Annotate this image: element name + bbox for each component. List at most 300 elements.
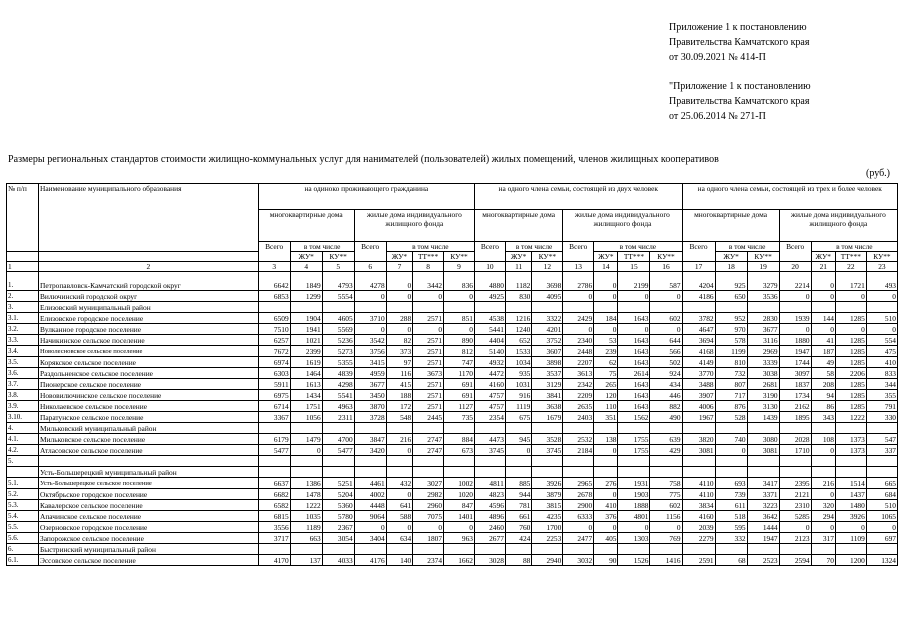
value-cell: 952 — [715, 313, 747, 324]
column-number: 13 — [563, 262, 594, 272]
value-cell: 3367 — [258, 412, 290, 423]
value-cell — [594, 544, 618, 555]
value-cell — [444, 544, 475, 555]
column-number: 14 — [594, 262, 618, 272]
value-cell: 0 — [618, 324, 650, 335]
value-cell — [322, 456, 354, 467]
value-cell: 2523 — [747, 555, 779, 566]
value-cell — [618, 456, 650, 467]
value-cell — [563, 302, 594, 313]
value-cell: 882 — [650, 401, 682, 412]
value-cell: 1373 — [835, 434, 866, 445]
municipality-name: Елизовский муниципальный район — [39, 302, 259, 313]
value-cell: 2279 — [682, 533, 715, 544]
value-cell — [474, 467, 505, 478]
value-cell — [779, 544, 811, 555]
value-cell — [258, 423, 290, 434]
value-cell: 1285 — [835, 401, 866, 412]
value-cell: 2960 — [413, 500, 444, 511]
value-cell: 3028 — [474, 555, 505, 566]
value-cell — [618, 302, 650, 313]
value-cell: 2028 — [779, 434, 811, 445]
column-number: 21 — [811, 262, 835, 272]
value-cell: 0 — [811, 522, 835, 533]
value-cell: 510 — [866, 500, 897, 511]
municipality-name: Мильковский муниципальный район — [39, 423, 259, 434]
value-cell: 1020 — [444, 489, 475, 500]
row-number: 3. — [7, 302, 39, 313]
value-cell: 1182 — [505, 272, 531, 291]
value-cell: 3841 — [532, 390, 563, 401]
header-line: "Приложение 1 к постановлению — [669, 81, 811, 92]
value-cell: 0 — [811, 489, 835, 500]
value-cell: 2207 — [563, 357, 594, 368]
value-cell: 410 — [594, 500, 618, 511]
header-zhu: ЖУ* — [715, 252, 747, 262]
value-cell — [290, 467, 322, 478]
value-cell — [505, 302, 531, 313]
value-cell: 75 — [594, 368, 618, 379]
value-cell: 2571 — [413, 401, 444, 412]
header-total: Всего — [563, 242, 594, 262]
value-cell: 0 — [413, 522, 444, 533]
municipality-name: Усть-Большерецкое сельское поселение — [39, 478, 259, 489]
value-cell: 1947 — [779, 346, 811, 357]
value-cell: 49 — [811, 357, 835, 368]
row-number: 2. — [7, 291, 39, 302]
value-cell: 4932 — [474, 357, 505, 368]
value-cell: 1416 — [650, 555, 682, 566]
value-cell: 4170 — [258, 555, 290, 566]
value-cell: 735 — [444, 412, 475, 423]
value-cell: 652 — [505, 335, 531, 346]
value-cell: 110 — [594, 401, 618, 412]
column-number: 9 — [444, 262, 475, 272]
value-cell: 693 — [715, 478, 747, 489]
table-row — [7, 272, 898, 291]
value-cell — [258, 302, 290, 313]
row-number: 3.8. — [7, 390, 39, 401]
value-cell — [474, 456, 505, 467]
value-cell: 2477 — [563, 533, 594, 544]
value-cell: 3907 — [682, 390, 715, 401]
row-number: 5.2. — [7, 489, 39, 500]
value-cell: 3556 — [258, 522, 290, 533]
value-cell: 1904 — [290, 313, 322, 324]
value-cell: 3417 — [747, 478, 779, 489]
value-cell — [779, 456, 811, 467]
value-cell — [354, 302, 386, 313]
value-cell: 432 — [386, 478, 412, 489]
header-apartments: многоквартирные дома — [682, 210, 779, 242]
value-cell: 944 — [505, 489, 531, 500]
value-cell: 4006 — [682, 401, 715, 412]
value-cell: 41 — [811, 335, 835, 346]
municipality-name — [39, 456, 259, 467]
row-number: 3.2. — [7, 324, 39, 335]
municipality-name: Атласовское сельское поселение — [39, 445, 259, 456]
header-apartments: многоквартирные дома — [474, 210, 562, 242]
value-cell: 1700 — [532, 522, 563, 533]
value-cell: 518 — [715, 511, 747, 522]
value-cell: 2039 — [682, 522, 715, 533]
header-incl: в том числе — [811, 242, 897, 252]
value-cell: 6714 — [258, 401, 290, 412]
value-cell: 3080 — [747, 434, 779, 445]
header-ku: КУ** — [866, 252, 897, 262]
value-cell: 2310 — [779, 500, 811, 511]
value-cell: 1643 — [618, 313, 650, 324]
value-cell: 4149 — [682, 357, 715, 368]
value-cell: 1444 — [747, 522, 779, 533]
value-cell: 53 — [594, 335, 618, 346]
value-cell: 3613 — [563, 368, 594, 379]
value-cell: 1880 — [779, 335, 811, 346]
value-cell: 916 — [505, 390, 531, 401]
municipality-name: Петропавловск-Камчатский городской округ — [39, 272, 259, 291]
value-cell: 1751 — [290, 401, 322, 412]
row-number: 5.1. — [7, 478, 39, 489]
value-cell — [594, 456, 618, 467]
column-number: 22 — [835, 262, 866, 272]
value-cell: 3415 — [354, 357, 386, 368]
value-cell: 650 — [715, 291, 747, 302]
appendix-header — [669, 20, 811, 124]
header-line: Приложение 1 к постановлению — [669, 22, 807, 33]
value-cell: 634 — [386, 533, 412, 544]
value-cell: 2532 — [563, 434, 594, 445]
value-cell: 3537 — [532, 368, 563, 379]
header-group-three: на одного члена семьи, состоящей из трех и более человек — [682, 184, 897, 210]
value-cell: 239 — [594, 346, 618, 357]
value-cell: 884 — [444, 434, 475, 445]
value-cell — [290, 423, 322, 434]
blank-cell — [7, 252, 39, 262]
value-cell: 1170 — [444, 368, 475, 379]
value-cell: 1035 — [290, 511, 322, 522]
municipality-name: Октябрьское городское поселение — [39, 489, 259, 500]
value-cell: 1755 — [618, 434, 650, 445]
header-zhu: ЖУ* — [386, 252, 412, 262]
value-cell: 3130 — [747, 401, 779, 412]
value-cell: 5441 — [474, 324, 505, 335]
value-cell: 9064 — [354, 511, 386, 522]
value-cell — [386, 456, 412, 467]
value-cell: 1643 — [618, 346, 650, 357]
value-cell — [682, 423, 715, 434]
value-cell: 2395 — [779, 478, 811, 489]
value-cell: 2253 — [532, 533, 563, 544]
value-cell: 3450 — [354, 390, 386, 401]
column-number-row — [7, 262, 898, 272]
value-cell: 1222 — [835, 412, 866, 423]
value-cell: 3027 — [413, 478, 444, 489]
row-number: 5.6. — [7, 533, 39, 544]
value-cell — [386, 423, 412, 434]
value-cell: 4647 — [682, 324, 715, 335]
value-cell: 1324 — [866, 555, 897, 566]
header-ku: КУ** — [322, 252, 354, 262]
value-cell: 2571 — [413, 335, 444, 346]
value-cell: 4605 — [322, 313, 354, 324]
row-number: 3.4. — [7, 346, 39, 357]
value-cell: 0 — [594, 324, 618, 335]
value-cell: 502 — [650, 357, 682, 368]
value-cell — [747, 456, 779, 467]
value-cell — [650, 302, 682, 313]
table-row — [7, 489, 898, 500]
value-cell — [866, 302, 897, 313]
value-cell: 1303 — [618, 533, 650, 544]
column-number: 8 — [413, 262, 444, 272]
value-cell: 1285 — [835, 390, 866, 401]
value-cell: 3642 — [747, 511, 779, 522]
value-cell: 1222 — [290, 500, 322, 511]
value-cell: 90 — [594, 555, 618, 566]
value-cell: 548 — [386, 412, 412, 423]
value-cell: 3442 — [413, 272, 444, 291]
value-cell: 1216 — [505, 313, 531, 324]
value-cell — [322, 302, 354, 313]
value-cell: 4839 — [322, 368, 354, 379]
value-cell: 0 — [290, 445, 322, 456]
header-tt: ТТ*** — [835, 252, 866, 262]
value-cell: 510 — [866, 313, 897, 324]
value-cell: 2571 — [413, 390, 444, 401]
value-cell: 2403 — [563, 412, 594, 423]
value-cell: 116 — [386, 368, 412, 379]
value-cell: 4896 — [474, 511, 505, 522]
value-cell: 665 — [866, 478, 897, 489]
value-cell: 588 — [386, 511, 412, 522]
value-cell: 554 — [866, 335, 897, 346]
value-cell: 3926 — [835, 511, 866, 522]
value-cell: 3097 — [779, 368, 811, 379]
column-number: 5 — [322, 262, 354, 272]
value-cell: 1514 — [835, 478, 866, 489]
value-cell: 337 — [866, 445, 897, 456]
value-cell: 86 — [811, 401, 835, 412]
value-cell: 7672 — [258, 346, 290, 357]
column-number: 12 — [532, 262, 563, 272]
value-cell: 2940 — [532, 555, 563, 566]
value-cell: 5554 — [322, 291, 354, 302]
value-cell — [322, 423, 354, 434]
value-cell: 0 — [354, 324, 386, 335]
municipality-name: Елизовское городское поселение — [39, 313, 259, 324]
value-cell: 1533 — [505, 346, 531, 357]
value-cell: 1056 — [290, 412, 322, 423]
value-cell: 6582 — [258, 500, 290, 511]
header-no: № п/п — [7, 184, 39, 252]
value-cell: 945 — [505, 434, 531, 445]
value-cell: 3081 — [682, 445, 715, 456]
value-cell: 58 — [811, 368, 835, 379]
value-cell: 0 — [444, 324, 475, 335]
value-cell: 0 — [650, 291, 682, 302]
table-row — [7, 423, 898, 434]
value-cell: 5541 — [322, 390, 354, 401]
blank-cell — [39, 252, 259, 262]
header-total: Всего — [779, 242, 811, 262]
value-cell: 5251 — [322, 478, 354, 489]
value-cell: 3745 — [532, 445, 563, 456]
value-cell: 760 — [505, 522, 531, 533]
column-number: 23 — [866, 262, 897, 272]
header-houses: жилые дома индивидуального жилищного фонда — [779, 210, 897, 242]
value-cell — [474, 423, 505, 434]
value-cell: 188 — [386, 390, 412, 401]
value-cell: 424 — [505, 533, 531, 544]
row-number: 5.4. — [7, 511, 39, 522]
header-total: Всего — [354, 242, 386, 262]
value-cell: 2342 — [563, 379, 594, 390]
value-cell: 1643 — [618, 390, 650, 401]
table-row — [7, 390, 898, 401]
header-zhu: ЖУ* — [811, 252, 835, 262]
value-cell: 5140 — [474, 346, 505, 357]
value-cell: 1903 — [618, 489, 650, 500]
value-cell — [532, 544, 563, 555]
value-cell: 673 — [444, 445, 475, 456]
value-cell: 373 — [386, 346, 412, 357]
value-cell — [258, 544, 290, 555]
value-cell — [650, 456, 682, 467]
header-ku: КУ** — [532, 252, 563, 262]
value-cell: 2969 — [747, 346, 779, 357]
value-cell — [811, 467, 835, 478]
column-number: 6 — [354, 262, 386, 272]
value-cell: 1189 — [290, 522, 322, 533]
value-cell: 4472 — [474, 368, 505, 379]
row-number: 3.3. — [7, 335, 39, 346]
value-cell: 3752 — [532, 335, 563, 346]
value-cell: 0 — [811, 291, 835, 302]
header-line: Правительства Камчатского края — [669, 96, 810, 107]
value-cell: 0 — [505, 445, 531, 456]
value-cell: 351 — [594, 412, 618, 423]
header-ku: КУ** — [650, 252, 682, 262]
value-cell: 355 — [866, 390, 897, 401]
value-cell: 675 — [505, 412, 531, 423]
value-cell — [413, 544, 444, 555]
value-cell: 3879 — [532, 489, 563, 500]
value-cell: 0 — [386, 522, 412, 533]
value-cell — [650, 544, 682, 555]
value-cell — [811, 423, 835, 434]
value-cell: 639 — [650, 434, 682, 445]
header-name: Наименование муниципального образования — [39, 184, 259, 252]
value-cell: 890 — [444, 335, 475, 346]
value-cell: 2591 — [682, 555, 715, 566]
table-row — [7, 324, 898, 335]
value-cell: 2214 — [779, 272, 811, 291]
table-row — [7, 522, 898, 533]
value-cell — [322, 467, 354, 478]
value-cell: 4959 — [354, 368, 386, 379]
value-cell: 1199 — [715, 346, 747, 357]
value-cell — [413, 456, 444, 467]
value-cell: 0 — [386, 489, 412, 500]
header-total: Всего — [258, 242, 290, 262]
value-cell: 566 — [650, 346, 682, 357]
value-cell — [835, 423, 866, 434]
value-cell: 5477 — [322, 445, 354, 456]
value-cell: 1967 — [682, 412, 715, 423]
column-number: 2 — [39, 262, 259, 272]
municipality-name: Пионерское сельское поселение — [39, 379, 259, 390]
column-number: 7 — [386, 262, 412, 272]
value-cell — [386, 467, 412, 478]
value-cell: 0 — [779, 291, 811, 302]
table-row — [7, 434, 898, 445]
value-cell: 5204 — [322, 489, 354, 500]
value-cell: 120 — [594, 390, 618, 401]
header-line: от 30.09.2021 № 414-П — [669, 52, 766, 63]
value-cell: 0 — [594, 522, 618, 533]
value-cell: 344 — [866, 379, 897, 390]
value-cell: 2571 — [413, 379, 444, 390]
value-cell — [386, 302, 412, 313]
value-cell: 876 — [715, 401, 747, 412]
table-row — [7, 500, 898, 511]
value-cell — [650, 467, 682, 478]
municipality-name: Нововилючинское сельское поселение — [39, 390, 259, 401]
municipality-name: Паратунское сельское поселение — [39, 412, 259, 423]
value-cell: 781 — [505, 500, 531, 511]
value-cell — [747, 544, 779, 555]
value-cell: 1480 — [835, 500, 866, 511]
value-cell: 3542 — [354, 335, 386, 346]
value-cell: 4201 — [532, 324, 563, 335]
value-cell: 1373 — [835, 445, 866, 456]
row-number: 5.5. — [7, 522, 39, 533]
value-cell: 4448 — [354, 500, 386, 511]
value-cell — [563, 544, 594, 555]
row-number: 5. — [7, 456, 39, 467]
value-cell — [354, 456, 386, 467]
value-cell: 1619 — [290, 357, 322, 368]
value-cell: 2460 — [474, 522, 505, 533]
value-cell: 691 — [444, 379, 475, 390]
header-apartments: многоквартирные дома — [258, 210, 354, 242]
value-cell — [474, 302, 505, 313]
table-row — [7, 478, 898, 489]
value-cell: 317 — [811, 533, 835, 544]
header-incl: в том числе — [715, 242, 779, 252]
value-cell: 3782 — [682, 313, 715, 324]
value-cell: 4176 — [354, 555, 386, 566]
value-cell: 697 — [866, 533, 897, 544]
header-group-single: на одиноко проживающего гражданина — [258, 184, 474, 210]
value-cell: 691 — [444, 390, 475, 401]
value-cell: 2571 — [413, 313, 444, 324]
value-cell: 1710 — [779, 445, 811, 456]
value-cell: 602 — [650, 500, 682, 511]
value-cell: 3820 — [682, 434, 715, 445]
value-cell — [532, 467, 563, 478]
value-cell: 1434 — [290, 390, 322, 401]
value-cell: 4811 — [474, 478, 505, 489]
row-number: 3.7. — [7, 379, 39, 390]
value-cell: 1662 — [444, 555, 475, 566]
header-tt: ТТ*** — [413, 252, 444, 262]
row-number: 3.5. — [7, 357, 39, 368]
value-cell: 3081 — [747, 445, 779, 456]
value-cell: 775 — [650, 489, 682, 500]
value-cell: 1947 — [747, 533, 779, 544]
value-cell — [715, 302, 747, 313]
